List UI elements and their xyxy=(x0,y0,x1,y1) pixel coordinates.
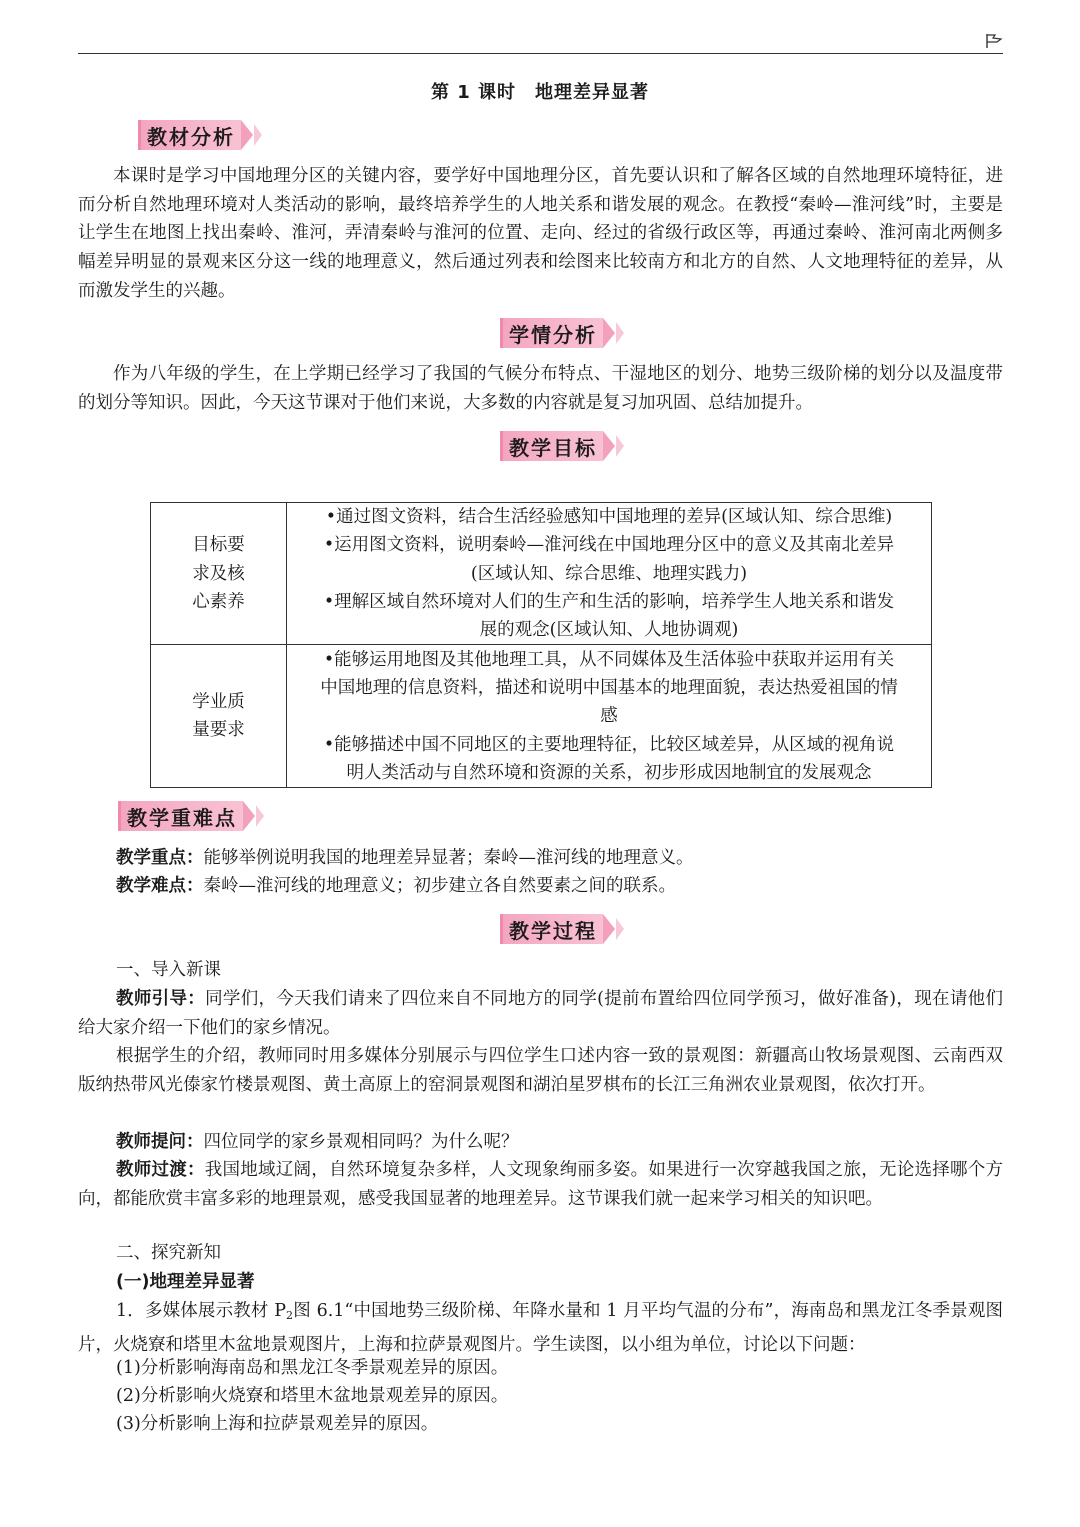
key-point-label: 教学重点： xyxy=(116,848,204,868)
table-line: •运用图文资料，说明秦岭—淮河线在中国地理分区中的意义及其南北差异 xyxy=(323,535,895,556)
section-header-analysis xyxy=(138,118,262,152)
activity-text-pre: 1．多媒体展示教材 P xyxy=(116,1301,287,1321)
activity-paragraph xyxy=(78,1297,1003,1359)
page-title: 第 1 课时 地理差异显著 xyxy=(430,82,650,103)
table-line: •能够运用地图及其他地理工具，从不同媒体及生活体验中获取并运用有关 xyxy=(323,649,895,670)
section-arrow-icon xyxy=(603,318,615,348)
section-header-label: 教材分析 xyxy=(138,120,241,150)
section-arrow-icon xyxy=(603,431,615,461)
goals-table xyxy=(150,502,932,788)
teacher-transition-text: 我国地域辽阔，自然环境复杂多样，人文现象绚丽多姿。如果进行一次穿越我国之旅，无论选择哪个方向，都能欣赏丰富多彩的地理景观，感受我国显著的地理差异。这节课我们就一起来学习相关的知识吧。 xyxy=(78,1160,1004,1209)
teacher-ask-text: 四位同学的家乡景观相同吗？为什么呢？ xyxy=(203,1132,519,1152)
teacher-ask-line xyxy=(116,1128,1003,1157)
table-row-header xyxy=(151,645,287,788)
difficult-point-line xyxy=(116,872,1003,901)
table-cell xyxy=(287,503,932,645)
table-line: 展的观念(区域认知、人地协调观) xyxy=(479,620,739,641)
activity-text-subscript: 2 xyxy=(286,1309,294,1322)
difficult-point-text: 秦岭—淮河线的地理意义；初步建立各自然要素之间的联系。 xyxy=(203,876,676,896)
question-item: (2)分析影响火烧寮和塔里木盆地景观差异的原因。 xyxy=(116,1386,509,1406)
section-arrow-icon xyxy=(243,801,255,831)
analysis-paragraph: 本课时是学习中国地理分区的关键内容，要学好中国地理分区，首先要认识和了解各区域的自然地理环境特征，进而分析自然地理环境对人类活动的影响，最终培养学生的人地关系和谐发展的观念。在教授“秦岭—淮河线”时，主要是让学生在地图上找出秦岭、淮河，弄清秦岭与淮河的位置、走向、经过的省级行政区等，再通过秦岭、淮河南北两侧多幅差异明显的景观来区分这一线的地理意义，然后通过列表和绘图来比较南方和北方的自然、人文地理特征的差异，从而激发学生的兴趣。 xyxy=(78,166,1003,301)
table-line: 明人类活动与自然环境和资源的关系，初步形成因地制宜的发展观念 xyxy=(346,762,872,783)
row-header-line: 心素养 xyxy=(192,591,245,612)
teacher-transition-label: 教师过渡： xyxy=(116,1160,205,1180)
section-header-label: 教学过程 xyxy=(500,914,603,944)
section-arrow-icon xyxy=(616,435,624,457)
teacher-transition-paragraph xyxy=(78,1156,1003,1213)
section-arrow-icon xyxy=(603,914,615,944)
table-line: (区域认知、综合思维、地理实践力) xyxy=(470,563,748,584)
header-rule xyxy=(78,53,1003,54)
table-line: •能够描述中国不同地区的主要地理特征，比较区域差异，从区域的视角说 xyxy=(323,734,895,755)
table-line: 感 xyxy=(600,706,618,727)
table-line: 中国地理的信息资料，描述和说明中国基本的地理面貌，表达热爱祖国的情 xyxy=(320,678,898,699)
activity-text-post: 图 6.1“中国地势三级阶梯、年降水量和 1 月平均气温的分布”，海南岛和黑龙江冬季景观图片，火烧寮和塔里木盆地景观图片，上海和拉萨景观图片。学生读图，以小组为单位，讨论以下问题： xyxy=(78,1301,1003,1355)
section-arrow-icon xyxy=(616,322,624,344)
table-row-header xyxy=(151,503,287,645)
teacher-ask-label: 教师提问： xyxy=(116,1132,204,1152)
section-arrow-icon xyxy=(254,124,262,146)
teacher-guide-label: 教师引导： xyxy=(116,989,206,1009)
section-header-process xyxy=(500,912,624,946)
section-header-goals xyxy=(500,429,624,463)
students-paragraph: 作为八年级的学生，在上学期已经学习了我国的气候分布特点、干湿地区的划分、地势三级阶梯的划分以及温度带的划分等知识。因此，今天这节课对于他们来说，大多数的内容就是复习加巩固、总结加提升。 xyxy=(78,364,1003,413)
section-arrow-icon xyxy=(616,918,624,940)
key-point-text: 能够举例说明我国的地理差异显著；秦岭—淮河线的地理意义。 xyxy=(203,848,694,868)
section-header-keypoints xyxy=(118,799,264,833)
row-header-line: 目标要 xyxy=(192,535,245,556)
question-item: (3)分析影响上海和拉萨景观差异的原因。 xyxy=(116,1414,439,1434)
table-row xyxy=(151,645,932,788)
table-cell xyxy=(287,645,932,788)
difficult-point-label: 教学难点： xyxy=(116,876,204,896)
table-line: •理解区域自然环境对人们的生产和生活的影响，培养学生人地关系和谐发 xyxy=(323,591,895,612)
section-header-label: 教学目标 xyxy=(500,431,603,461)
table-line: •通过图文资料，结合生活经验感知中国地理的差异(区域认知、综合思维) xyxy=(325,507,893,527)
section-arrow-icon xyxy=(241,120,253,150)
media-paragraph: 根据学生的介绍，教师同时用多媒体分别展示与四位学生口述内容一致的景观图：新疆高山牧场景观图、云南西双版纳热带风光傣家竹楼景观图、黄土高原上的窑洞景观图和湖泊星罗棋布的长江三角洲农业景观图，依次打开。 xyxy=(78,1046,1003,1095)
table-row xyxy=(151,503,932,645)
teacher-guide-text: 同学们，今天我们请来了四位来自不同地方的同学(提前布置给四位同学预习，做好准备)，现在请他们给大家介绍一下他们的家乡情况。 xyxy=(78,989,1004,1038)
step-heading: 一、导入新课 xyxy=(116,960,221,980)
step-heading: 二、探究新知 xyxy=(116,1243,221,1263)
flag-icon xyxy=(985,33,1003,49)
subsection-heading: (一)地理差异显著 xyxy=(116,1272,255,1292)
section-header-label: 学情分析 xyxy=(500,318,603,348)
row-header-line: 量要求 xyxy=(192,720,245,741)
section-header-label: 教学重难点 xyxy=(118,801,243,831)
section-arrow-icon xyxy=(256,805,264,827)
section-header-students xyxy=(500,316,624,350)
teacher-guide-paragraph xyxy=(78,985,1003,1042)
row-header-line: 学业质 xyxy=(192,692,245,713)
row-header-line: 求及核 xyxy=(192,563,245,584)
key-point-line xyxy=(116,844,1003,873)
question-item: (1)分析影响海南岛和黑龙江冬季景观差异的原因。 xyxy=(116,1358,509,1378)
